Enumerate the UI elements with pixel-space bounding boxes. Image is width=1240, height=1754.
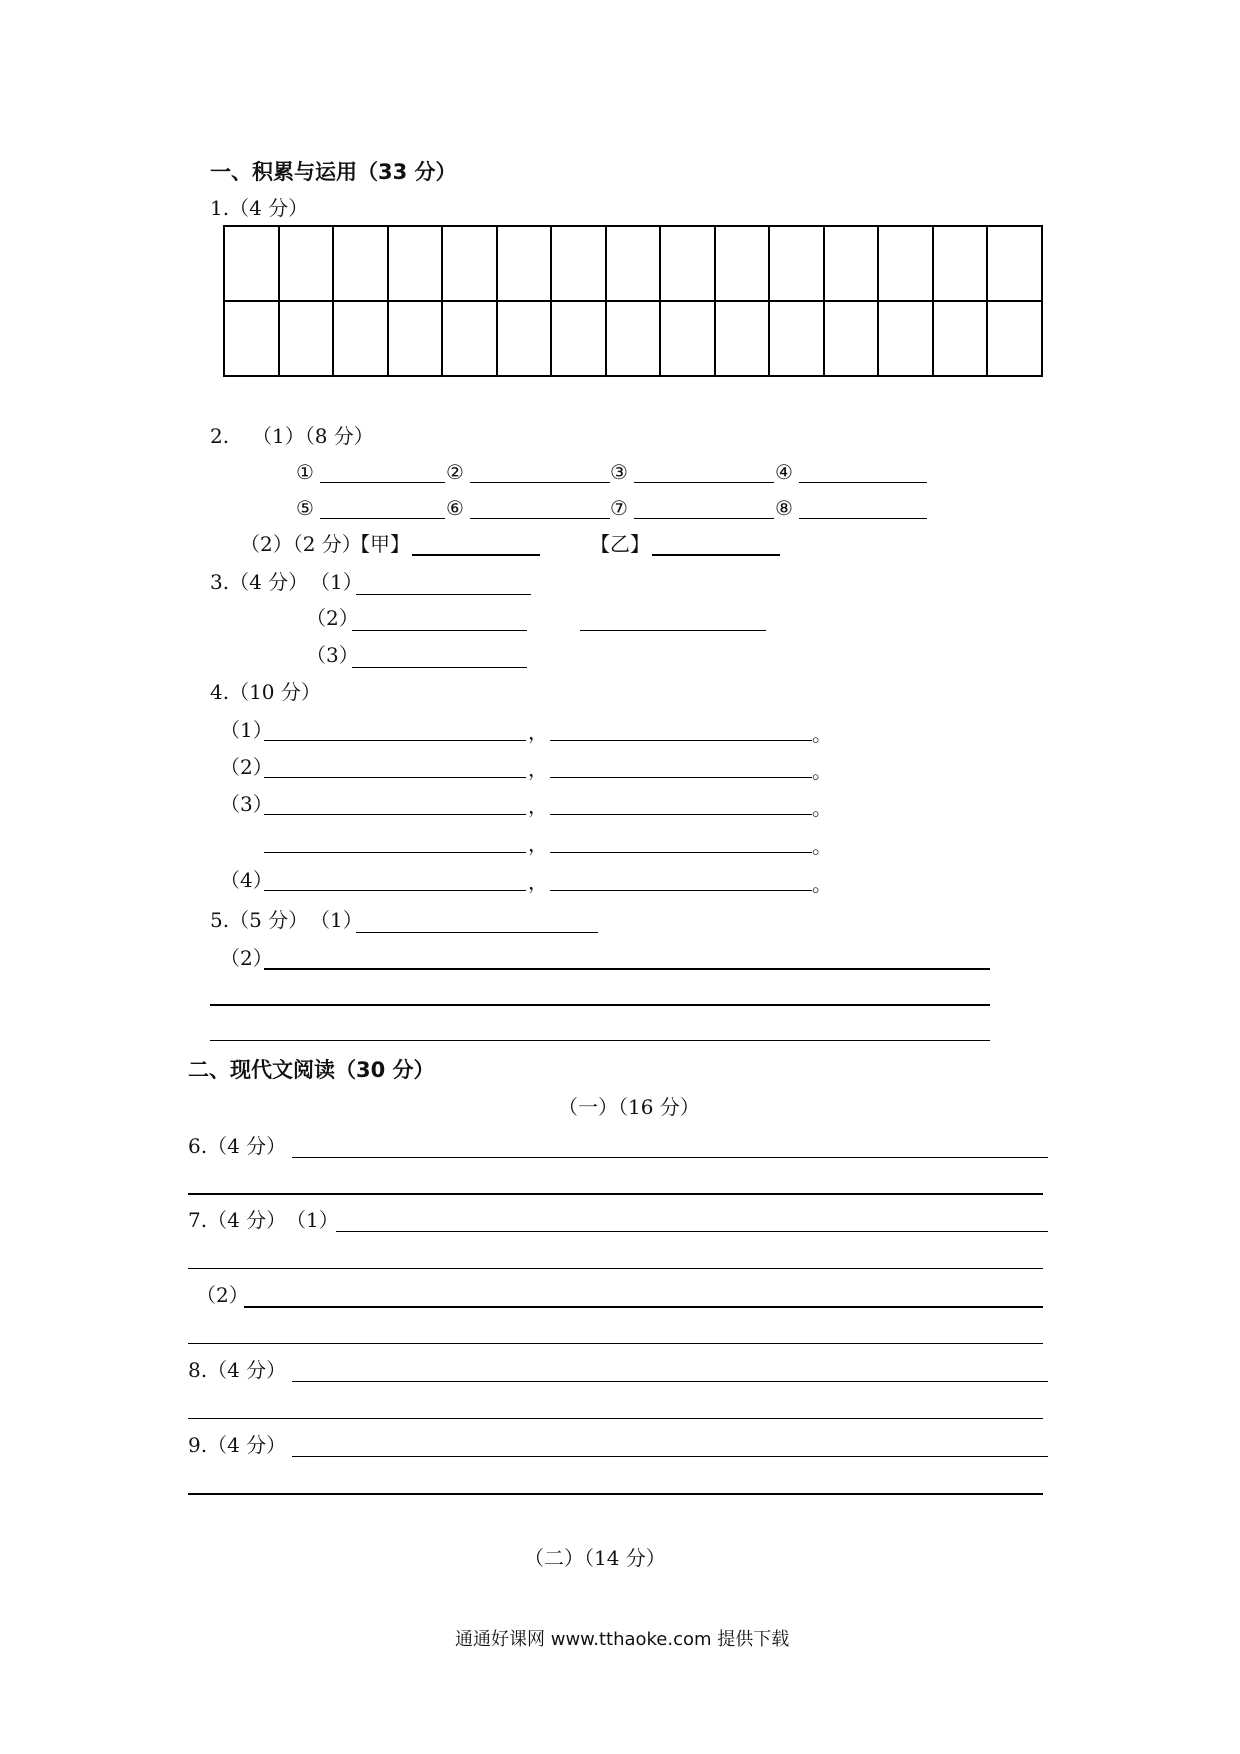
answer-line-5-2c[interactable] (210, 1040, 990, 1041)
answer-line-4-2b[interactable] (550, 777, 812, 778)
question-3-part3-label: （3） (306, 643, 359, 667)
question-9-label: 9.（4 分） (188, 1433, 287, 1457)
question-1-label: 1.（4 分） (210, 196, 309, 220)
grid-row (224, 226, 1042, 301)
grid-cell[interactable] (279, 301, 334, 376)
comma: ， (528, 832, 548, 856)
comma: ， (528, 720, 548, 744)
comma: ， (528, 870, 548, 894)
comma: ， (528, 757, 548, 781)
answer-line-4-1b[interactable] (550, 740, 812, 741)
period: 。 (812, 834, 832, 858)
subsection-title: （一）（16 分） (558, 1095, 700, 1119)
grid-cell[interactable] (715, 226, 770, 301)
question-5-part1-label: （1） (310, 908, 363, 932)
answer-line-3-2a[interactable] (352, 630, 527, 631)
subsection-title: （二）（14 分） (524, 1546, 666, 1570)
answer-line-yi[interactable] (652, 554, 780, 556)
answer-line-7-1a[interactable] (336, 1231, 1048, 1232)
period: 。 (812, 759, 832, 783)
question-6-label: 6.（4 分） (188, 1134, 287, 1158)
answer-line-4-3b[interactable] (550, 814, 812, 815)
section-title: 二、现代文阅读（30 分） (188, 1058, 435, 1082)
question-4-part1-label: （1） (220, 718, 273, 742)
question-7-label: 7.（4 分） (188, 1208, 287, 1232)
answer-mark-7: ⑦ (610, 496, 628, 520)
answer-line-4-3a[interactable] (264, 814, 526, 815)
grid-cell[interactable] (769, 226, 824, 301)
answer-line-3-1[interactable] (356, 594, 531, 595)
answer-line-7-2a[interactable] (244, 1306, 1043, 1308)
grid-row (224, 301, 1042, 376)
answer-mark-3: ③ (610, 460, 628, 484)
answer-line-9b[interactable] (188, 1493, 1043, 1495)
question-8-label: 8.（4 分） (188, 1358, 287, 1382)
grid-cell[interactable] (551, 226, 606, 301)
grid-cell[interactable] (279, 226, 334, 301)
grid-cell[interactable] (388, 301, 443, 376)
grid-cell[interactable] (933, 301, 988, 376)
answer-line-2-5[interactable] (320, 518, 445, 519)
answer-line-4-1a[interactable] (264, 740, 526, 741)
answer-line-4-3c[interactable] (264, 852, 526, 853)
answer-mark-4: ④ (775, 460, 793, 484)
answer-line-6a[interactable] (292, 1157, 1048, 1158)
question-3-label: 3.（4 分） (210, 570, 309, 594)
grid-cell[interactable] (933, 226, 988, 301)
grid-cell[interactable] (606, 301, 661, 376)
grid-cell[interactable] (497, 301, 552, 376)
grid-cell[interactable] (442, 301, 497, 376)
grid-cell[interactable] (987, 301, 1042, 376)
answer-mark-1: ① (296, 460, 314, 484)
writing-grid (223, 225, 1043, 377)
answer-line-4-3d[interactable] (550, 852, 812, 853)
answer-mark-8: ⑧ (775, 496, 793, 520)
question-4-part3-label: （3） (220, 792, 273, 816)
grid-cell[interactable] (333, 301, 388, 376)
grid-cell[interactable] (660, 226, 715, 301)
question-3-part2-label: （2） (306, 606, 359, 630)
answer-line-6b[interactable] (188, 1193, 1043, 1195)
question-5-label: 5.（5 分） (210, 908, 309, 932)
period: 。 (812, 796, 832, 820)
grid-cell[interactable] (769, 301, 824, 376)
question-2-part1-label: （1）（8 分） (252, 424, 374, 448)
grid-cell[interactable] (551, 301, 606, 376)
answer-mark-5: ⑤ (296, 496, 314, 520)
question-4-part2-label: （2） (220, 755, 273, 779)
answer-line-3-3[interactable] (352, 667, 527, 668)
answer-line-5-1[interactable] (356, 932, 598, 933)
grid-cell[interactable] (715, 301, 770, 376)
answer-line-8a[interactable] (292, 1381, 1048, 1382)
answer-line-2-1[interactable] (320, 482, 445, 483)
question-2-label: 2. (210, 424, 230, 448)
answer-line-7-2b[interactable] (188, 1343, 1043, 1344)
answer-line-3-2b[interactable] (580, 630, 766, 631)
answer-line-8b[interactable] (188, 1418, 1043, 1419)
answer-line-9a[interactable] (292, 1456, 1048, 1457)
question-4-label: 4.（10 分） (210, 680, 321, 704)
question-2-part2-label: （2）（2 分） (240, 532, 362, 556)
footer-text: 通通好课网 www.tthaoke.com 提供下载 (455, 1629, 790, 1650)
answer-line-2-8[interactable] (799, 518, 927, 519)
comma: ， (528, 794, 548, 818)
grid-cell[interactable] (442, 226, 497, 301)
answer-line-4-2a[interactable] (264, 777, 526, 778)
period: 。 (812, 722, 832, 746)
answer-line-2-2[interactable] (470, 482, 610, 483)
answer-line-2-4[interactable] (799, 482, 927, 483)
answer-line-2-3[interactable] (634, 482, 774, 483)
answer-line-4-4b[interactable] (550, 890, 812, 891)
answer-mark-6: ⑥ (446, 496, 464, 520)
grid-cell[interactable] (606, 226, 661, 301)
section-title: 一、积累与运用（33 分） (210, 160, 457, 184)
jia-label: 【甲】 (350, 532, 410, 556)
grid-cell[interactable] (660, 301, 715, 376)
grid-cell[interactable] (824, 226, 879, 301)
answer-line-jia[interactable] (412, 554, 540, 556)
yi-label: 【乙】 (590, 532, 650, 556)
grid-cell[interactable] (333, 226, 388, 301)
grid-cell[interactable] (824, 301, 879, 376)
grid-cell[interactable] (878, 226, 933, 301)
answer-line-2-7[interactable] (634, 518, 774, 519)
period: 。 (812, 872, 832, 896)
grid-cell[interactable] (388, 226, 443, 301)
grid-cell[interactable] (878, 301, 933, 376)
grid-cell[interactable] (987, 226, 1042, 301)
grid-cell[interactable] (224, 226, 279, 301)
question-7-part1-label: （1） (286, 1208, 339, 1232)
answer-line-5-2a[interactable] (264, 968, 990, 970)
answer-line-4-4a[interactable] (264, 890, 526, 891)
grid-cell[interactable] (224, 301, 279, 376)
answer-mark-2: ② (446, 460, 464, 484)
answer-line-5-2b[interactable] (210, 1004, 990, 1006)
answer-line-7-1b[interactable] (188, 1268, 1043, 1269)
question-3-part1-label: （1） (310, 570, 363, 594)
question-5-part2-label: （2） (220, 946, 273, 970)
question-7-part2-label: （2） (196, 1283, 249, 1307)
question-4-part4-label: （4） (220, 868, 273, 892)
grid-cell[interactable] (497, 226, 552, 301)
answer-line-2-6[interactable] (470, 518, 610, 519)
